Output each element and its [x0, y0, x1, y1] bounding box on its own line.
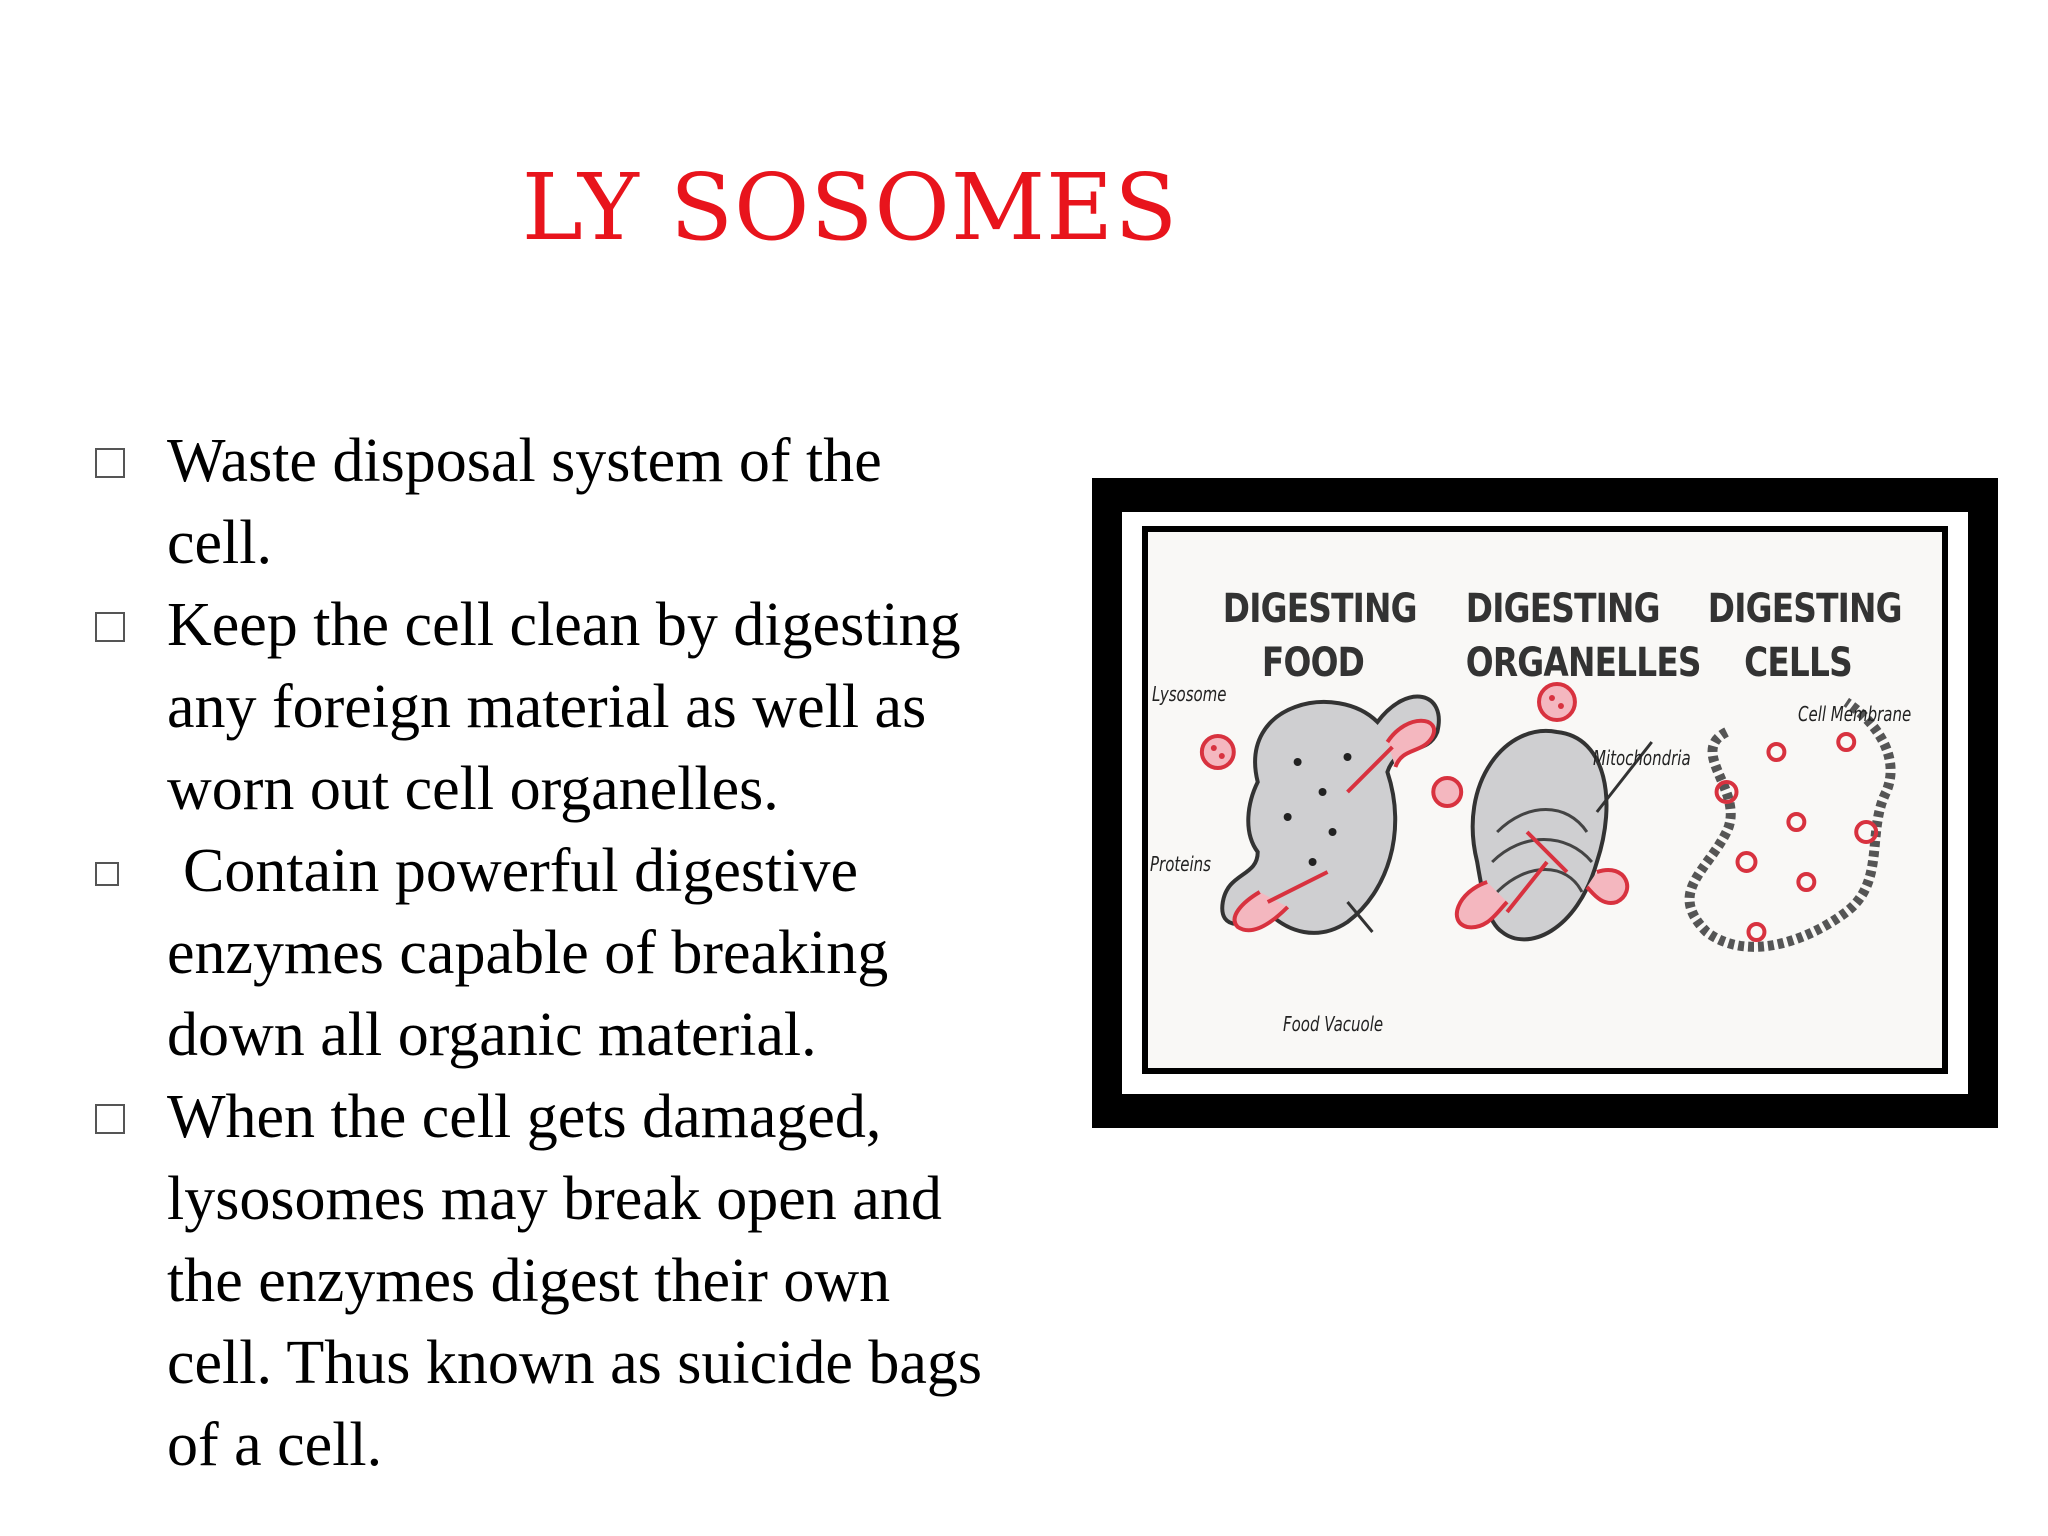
heading-line: CELLS	[1744, 640, 1852, 686]
heading-line: DIGESTING	[1707, 586, 1902, 632]
checkbox-bullet-icon	[95, 448, 125, 478]
lysosome-figure	[1092, 478, 1998, 1128]
bullet-line: Keep the cell clean by digesting	[167, 591, 961, 659]
bullet-line: Waste disposal system of the	[167, 427, 882, 495]
heading-line: DIGESTING	[1465, 586, 1660, 632]
bullet-line: lysosomes may break open and	[167, 1165, 942, 1233]
bullet-item	[95, 830, 1085, 1076]
figure-mat	[1122, 512, 1968, 1094]
bullet-line: cell. Thus known as suicide bags	[167, 1329, 983, 1397]
label-lysosome: Lysosome	[1152, 682, 1227, 706]
heading-line: DIGESTING	[1222, 586, 1417, 632]
slide-title: LY SOSOMES	[521, 153, 1179, 261]
heading-line: ORGANELLES	[1465, 640, 1701, 686]
checkbox-bullet-icon	[95, 862, 119, 886]
heading-line: FOOD	[1261, 640, 1365, 686]
bullet-item	[95, 584, 1085, 830]
bullet-line: When the cell gets damaged,	[167, 1083, 882, 1151]
bullet-line: the enzymes digest their own	[167, 1247, 891, 1315]
label-food-vacuole: Food Vacuole	[1283, 1012, 1384, 1036]
bullet-list	[95, 420, 1085, 1486]
bullet-line: cell.	[167, 509, 272, 577]
bullet-item	[95, 1076, 1085, 1486]
label-proteins: Proteins	[1150, 852, 1211, 876]
bullet-line: worn out cell organelles.	[167, 755, 779, 823]
bullet-line: down all organic material.	[167, 1001, 817, 1069]
heading-digesting-organelles	[1465, 582, 1701, 690]
heading-digesting-food	[1222, 582, 1417, 690]
bullet-item	[95, 420, 1085, 584]
bullet-line: Contain powerful digestive	[183, 837, 858, 905]
bullet-line: enzymes capable of breaking	[167, 919, 889, 987]
bullet-line: any foreign material as well as	[167, 673, 927, 741]
checkbox-bullet-icon	[95, 1104, 125, 1134]
checkbox-bullet-icon	[95, 612, 125, 642]
food-vacuole-illustration	[1202, 697, 1439, 933]
figure-panel	[1142, 526, 1948, 1074]
label-mitochondria: Mitochondria	[1593, 746, 1691, 770]
label-cell-membrane: Cell Membrane	[1798, 702, 1912, 726]
cell-membrane-illustration	[1690, 702, 1891, 947]
mitochondria-illustration	[1433, 684, 1651, 939]
heading-digesting-cells	[1707, 582, 1902, 690]
bullet-line: of a cell.	[167, 1411, 383, 1479]
